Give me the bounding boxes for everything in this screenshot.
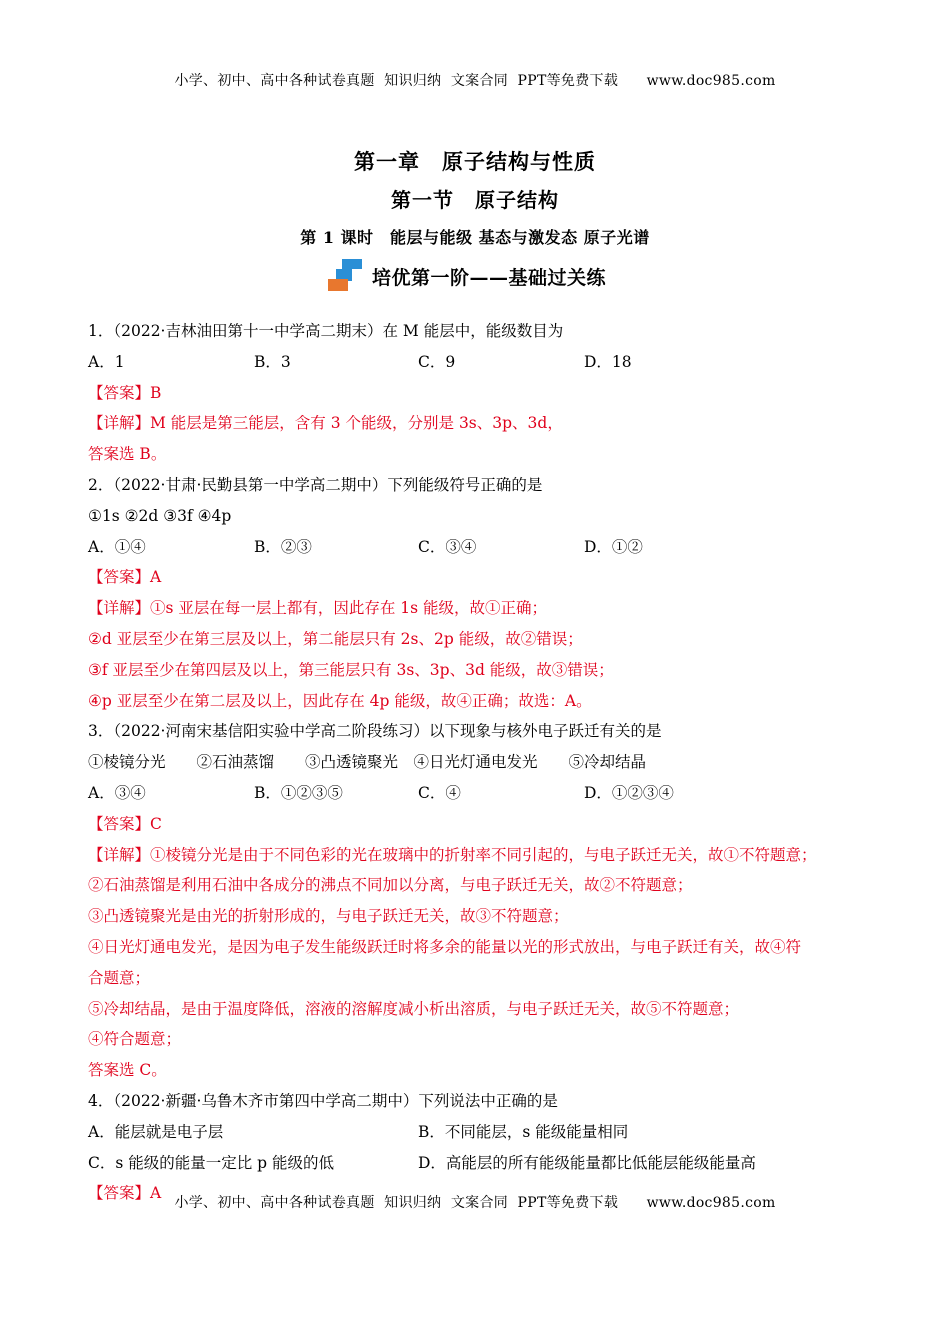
chapter-title: 第一章 原子结构与性质 <box>354 149 596 174</box>
options-row <box>88 532 878 563</box>
banner-title: 培优第一阶——基础过关练 <box>372 266 607 289</box>
lesson-title: 第 1 课时 能层与能级 基态与激发态 原子光谱 <box>300 228 650 247</box>
answer-line: 【答案】A <box>88 568 162 587</box>
option-a: A．①④ <box>88 537 146 556</box>
detail-line: 合题意； <box>88 968 151 987</box>
question-stem: 4．（2022·新疆·乌鲁木齐市第四中学高二期中）下列说法中正确的是 <box>88 1091 558 1110</box>
detail-line: ③f 亚层至少在第四层及以上，第三能层只有 3s、3p、3d 能级，故③错误； <box>88 660 614 679</box>
option-d: D．18 <box>584 352 632 371</box>
detail-line: ③凸透镜聚光是由光的折射形成的，与电子跃迁无关，故③不符题意； <box>88 907 569 926</box>
option-c: C．③④ <box>418 537 477 556</box>
question-subitems: ①棱镜分光 ②石油蒸馏 ③凸透镜聚光 ④日光灯通电发光 ⑤冷却结晶 <box>88 753 647 772</box>
options-row <box>88 1148 878 1179</box>
option-a: A．③④ <box>88 783 146 802</box>
options-row <box>88 347 878 378</box>
options-row <box>88 778 878 809</box>
detail-line: 【详解】①棱镜分光是由于不同色彩的光在玻璃中的折射率不同引起的，与电子跃迁无关，故①不符题意； <box>88 845 817 864</box>
detail-line: ④p 亚层至少在第二层及以上，因此存在 4p 能级，故④正确；故选：A。 <box>88 691 592 710</box>
option-c: C．s 能级的能量一定比 p 能级的低 <box>88 1153 335 1172</box>
detail-line: ②石油蒸馏是利用石油中各成分的沸点不同加以分离，与电子跃迁无关，故②不符题意； <box>88 876 693 895</box>
question-list <box>88 316 878 1209</box>
detail-line: ⑤冷却结晶，是由于温度降低，溶液的溶解度减小析出溶质，与电子跃迁无关，故⑤不符题意； <box>88 999 740 1018</box>
option-b: B．①②③⑤ <box>254 783 343 802</box>
question-stem: 3．（2022·河南宋基信阳实验中学高二阶段练习）以下现象与核外电子跃迁有关的是 <box>88 722 662 741</box>
option-b: B．②③ <box>254 537 312 556</box>
option-a: A．能层就是电子层 <box>88 1122 224 1141</box>
question-stem: 2．（2022·甘肃·民勤县第一中学高二期中）下列能级符号正确的是 <box>88 475 543 494</box>
option-b: B．不同能层，s 能级能量相同 <box>418 1122 629 1141</box>
detail-line: 【详解】M 能层是第三能层，含有 3 个能级，分别是 3s、3p、3d， <box>88 414 563 433</box>
page-header: 小学、初中、高中各种试卷真题 知识归纳 文案合同 PPT等免费下载 www.doc985.com <box>174 73 776 89</box>
detail-line: ②d 亚层至少在第三层及以上，第二能层只有 2s、2p 能级，故②错误； <box>88 629 583 648</box>
stairs-icon <box>326 259 368 293</box>
option-d: D．高能层的所有能级能量都比低能层能级能量高 <box>418 1153 756 1172</box>
option-c: C．9 <box>418 352 456 371</box>
detail-line: ④日光灯通电发光，是因为电子发生能级跃迁时将多余的能量以光的形式放出，与电子跃迁有关，故④符 <box>88 937 802 956</box>
detail-line: 答案选 B。 <box>88 445 167 464</box>
detail-line: 【详解】①s 亚层在每一层上都有，因此存在 1s 能级，故①正确； <box>88 599 548 618</box>
options-row <box>88 1117 878 1148</box>
detail-line: 答案选 C。 <box>88 1061 167 1080</box>
option-c: C．④ <box>418 783 461 802</box>
option-d: D．①②③④ <box>584 783 674 802</box>
option-a: A．1 <box>88 352 125 371</box>
level-banner <box>326 258 606 294</box>
answer-line: 【答案】A <box>88 1184 162 1203</box>
detail-line: ④符合题意； <box>88 1030 182 1049</box>
option-d: D．①② <box>584 537 643 556</box>
answer-line: 【答案】B <box>88 383 162 402</box>
page-footer: 小学、初中、高中各种试卷真题 知识归纳 文案合同 PPT等免费下载 www.doc985.com <box>174 1195 776 1211</box>
option-b: B．3 <box>254 352 291 371</box>
question-stem: 1．（2022·吉林油田第十一中学高二期末）在 M 能层中，能级数目为 <box>88 322 564 340</box>
answer-line: 【答案】C <box>88 814 162 833</box>
section-title: 第一节 原子结构 <box>391 188 559 212</box>
question-subitems: ①1s ②2d ③3f ④4p <box>88 506 232 525</box>
